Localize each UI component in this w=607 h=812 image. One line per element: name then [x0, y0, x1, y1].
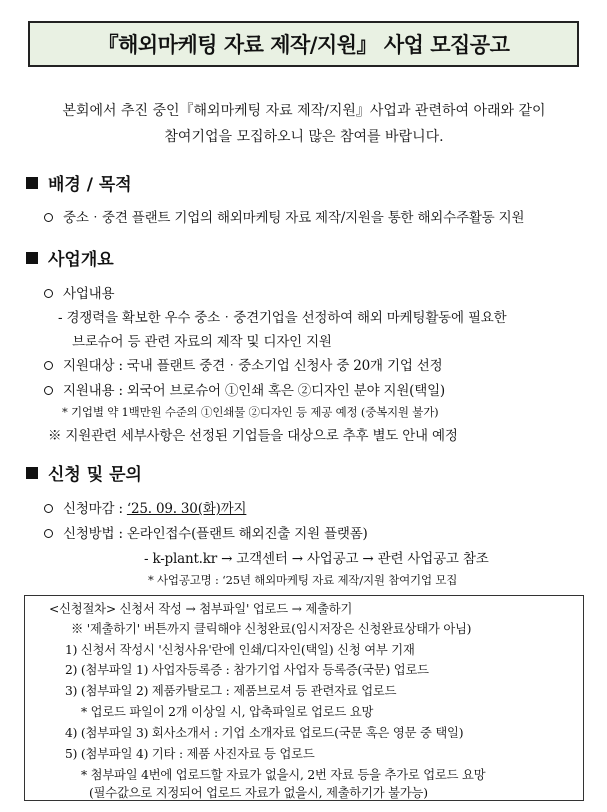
overview-target: [44, 354, 442, 374]
procedure-line: ※ '제출하기' 버튼까지 클릭해야 신청완료(임시저장은 신청완료상태가 아님): [71, 622, 472, 636]
method-note: * 사업공고명 : ‘25년 해외마케팅 자료 제작/지원 참여기업 모집: [148, 573, 458, 587]
overview-content-label: [44, 282, 114, 302]
title-banner: [28, 21, 579, 67]
procedure-box: [24, 595, 584, 801]
method-path: - k-plant.kr → 고객센터 → 사업공고 → 관련 사업공고 참조: [144, 551, 489, 567]
section-heading-label: 신청 및 문의: [48, 465, 142, 485]
page-title: 『해외마케팅 자료 제작/지원』 사업 모집공고: [97, 33, 510, 57]
procedure-line: * 첨부파일 4번에 업로드할 자료가 없을시, 2번 자료 등을 추가로 업로드 요망: [81, 768, 486, 782]
target-text: 지원대상 : 국내 플랜트 중견‧중소기업 신청사 중 20개 기업 선정: [63, 358, 443, 374]
square-bullet-icon: [26, 177, 38, 189]
section-heading-label: 사업개요: [48, 250, 114, 270]
circle-bullet-icon: [44, 529, 53, 538]
procedure-line: (필수값으로 지정되어 업로드 자료가 없을시, 제출하기가 불가능): [89, 786, 428, 800]
section-heading-purpose: [26, 170, 132, 195]
support-text: 지원내용 : 외국어 브로슈어 ①인쇄 혹은 ②디자인 분야 지원(택일): [63, 383, 445, 399]
content-detail-line-2: 브로슈어 등 관련 자료의 제작 및 디자인 지원: [72, 334, 332, 350]
overview-notice: ※ 지원관련 세부사항은 선정된 기업들을 대상으로 추후 별도 안내 예정: [48, 428, 458, 444]
procedure-line: 1) 신청서 작성시 '신청사유'란에 인쇄/디자인(택일) 신청 여부 기재: [65, 643, 415, 657]
circle-bullet-icon: [44, 504, 53, 513]
section-heading-overview: [26, 245, 114, 270]
deadline-label: 신청마감 :: [63, 501, 127, 517]
circle-bullet-icon: [44, 361, 53, 370]
intro-line-1: 본회에서 추진 중인『해외마케팅 자료 제작/지원』사업과 관련하여 아래와 같이: [62, 103, 546, 119]
content-detail-line-1: - 경쟁력을 확보한 우수 중소‧중견기업을 선정하여 해외 마케팅활동에 필요한: [58, 310, 507, 326]
purpose-item: [44, 206, 524, 226]
support-note: * 기업별 약 1백만원 수준의 ①인쇄물 ②디자인 등 제공 예정 (중복지원 불가): [62, 405, 439, 419]
intro-line-2: 참여기업을 모집하오니 많은 참여를 바랍니다.: [164, 129, 444, 145]
procedure-line: 5) (첨부파일 4) 기타 : 제품 사진자료 등 업로드: [65, 747, 315, 761]
procedure-line: <신청절차> 신청서 작성 → 첨부파일' 업로드 → 제출하기: [49, 602, 353, 616]
procedure-line: 2) (첨부파일 1) 사업자등록증 : 참가기업 사업자 등록증(국문) 업로드: [65, 663, 429, 677]
circle-bullet-icon: [44, 386, 53, 395]
circle-bullet-icon: [44, 213, 53, 222]
apply-deadline: [44, 497, 246, 517]
content-label-text: 사업내용: [63, 286, 115, 302]
procedure-line: 4) (첨부파일 3) 회사소개서 : 기업 소개자료 업로드(국문 혹은 영문 중 택일): [65, 726, 464, 740]
section-heading-label: 배경 / 목적: [48, 175, 132, 195]
apply-method: [44, 522, 368, 542]
section-heading-apply: [26, 460, 142, 485]
square-bullet-icon: [26, 252, 38, 264]
procedure-line: 3) (첨부파일 2) 제품카탈로그 : 제품브로셔 등 관련자료 업로드: [65, 684, 397, 698]
purpose-text: 중소‧중견 플랜트 기업의 해외마케팅 자료 제작/지원을 통한 해외수주활동 지원: [63, 210, 525, 226]
method-text: 신청방법 : 온라인접수(플랜트 해외진출 지원 플랫폼): [63, 526, 368, 542]
square-bullet-icon: [26, 467, 38, 479]
procedure-line: * 업로드 파일이 2개 이상일 시, 압축파일로 업로드 요망: [81, 705, 374, 719]
circle-bullet-icon: [44, 289, 53, 298]
overview-support: [44, 379, 445, 399]
deadline-value: ‘25. 09. 30(화)까지: [126, 501, 247, 517]
